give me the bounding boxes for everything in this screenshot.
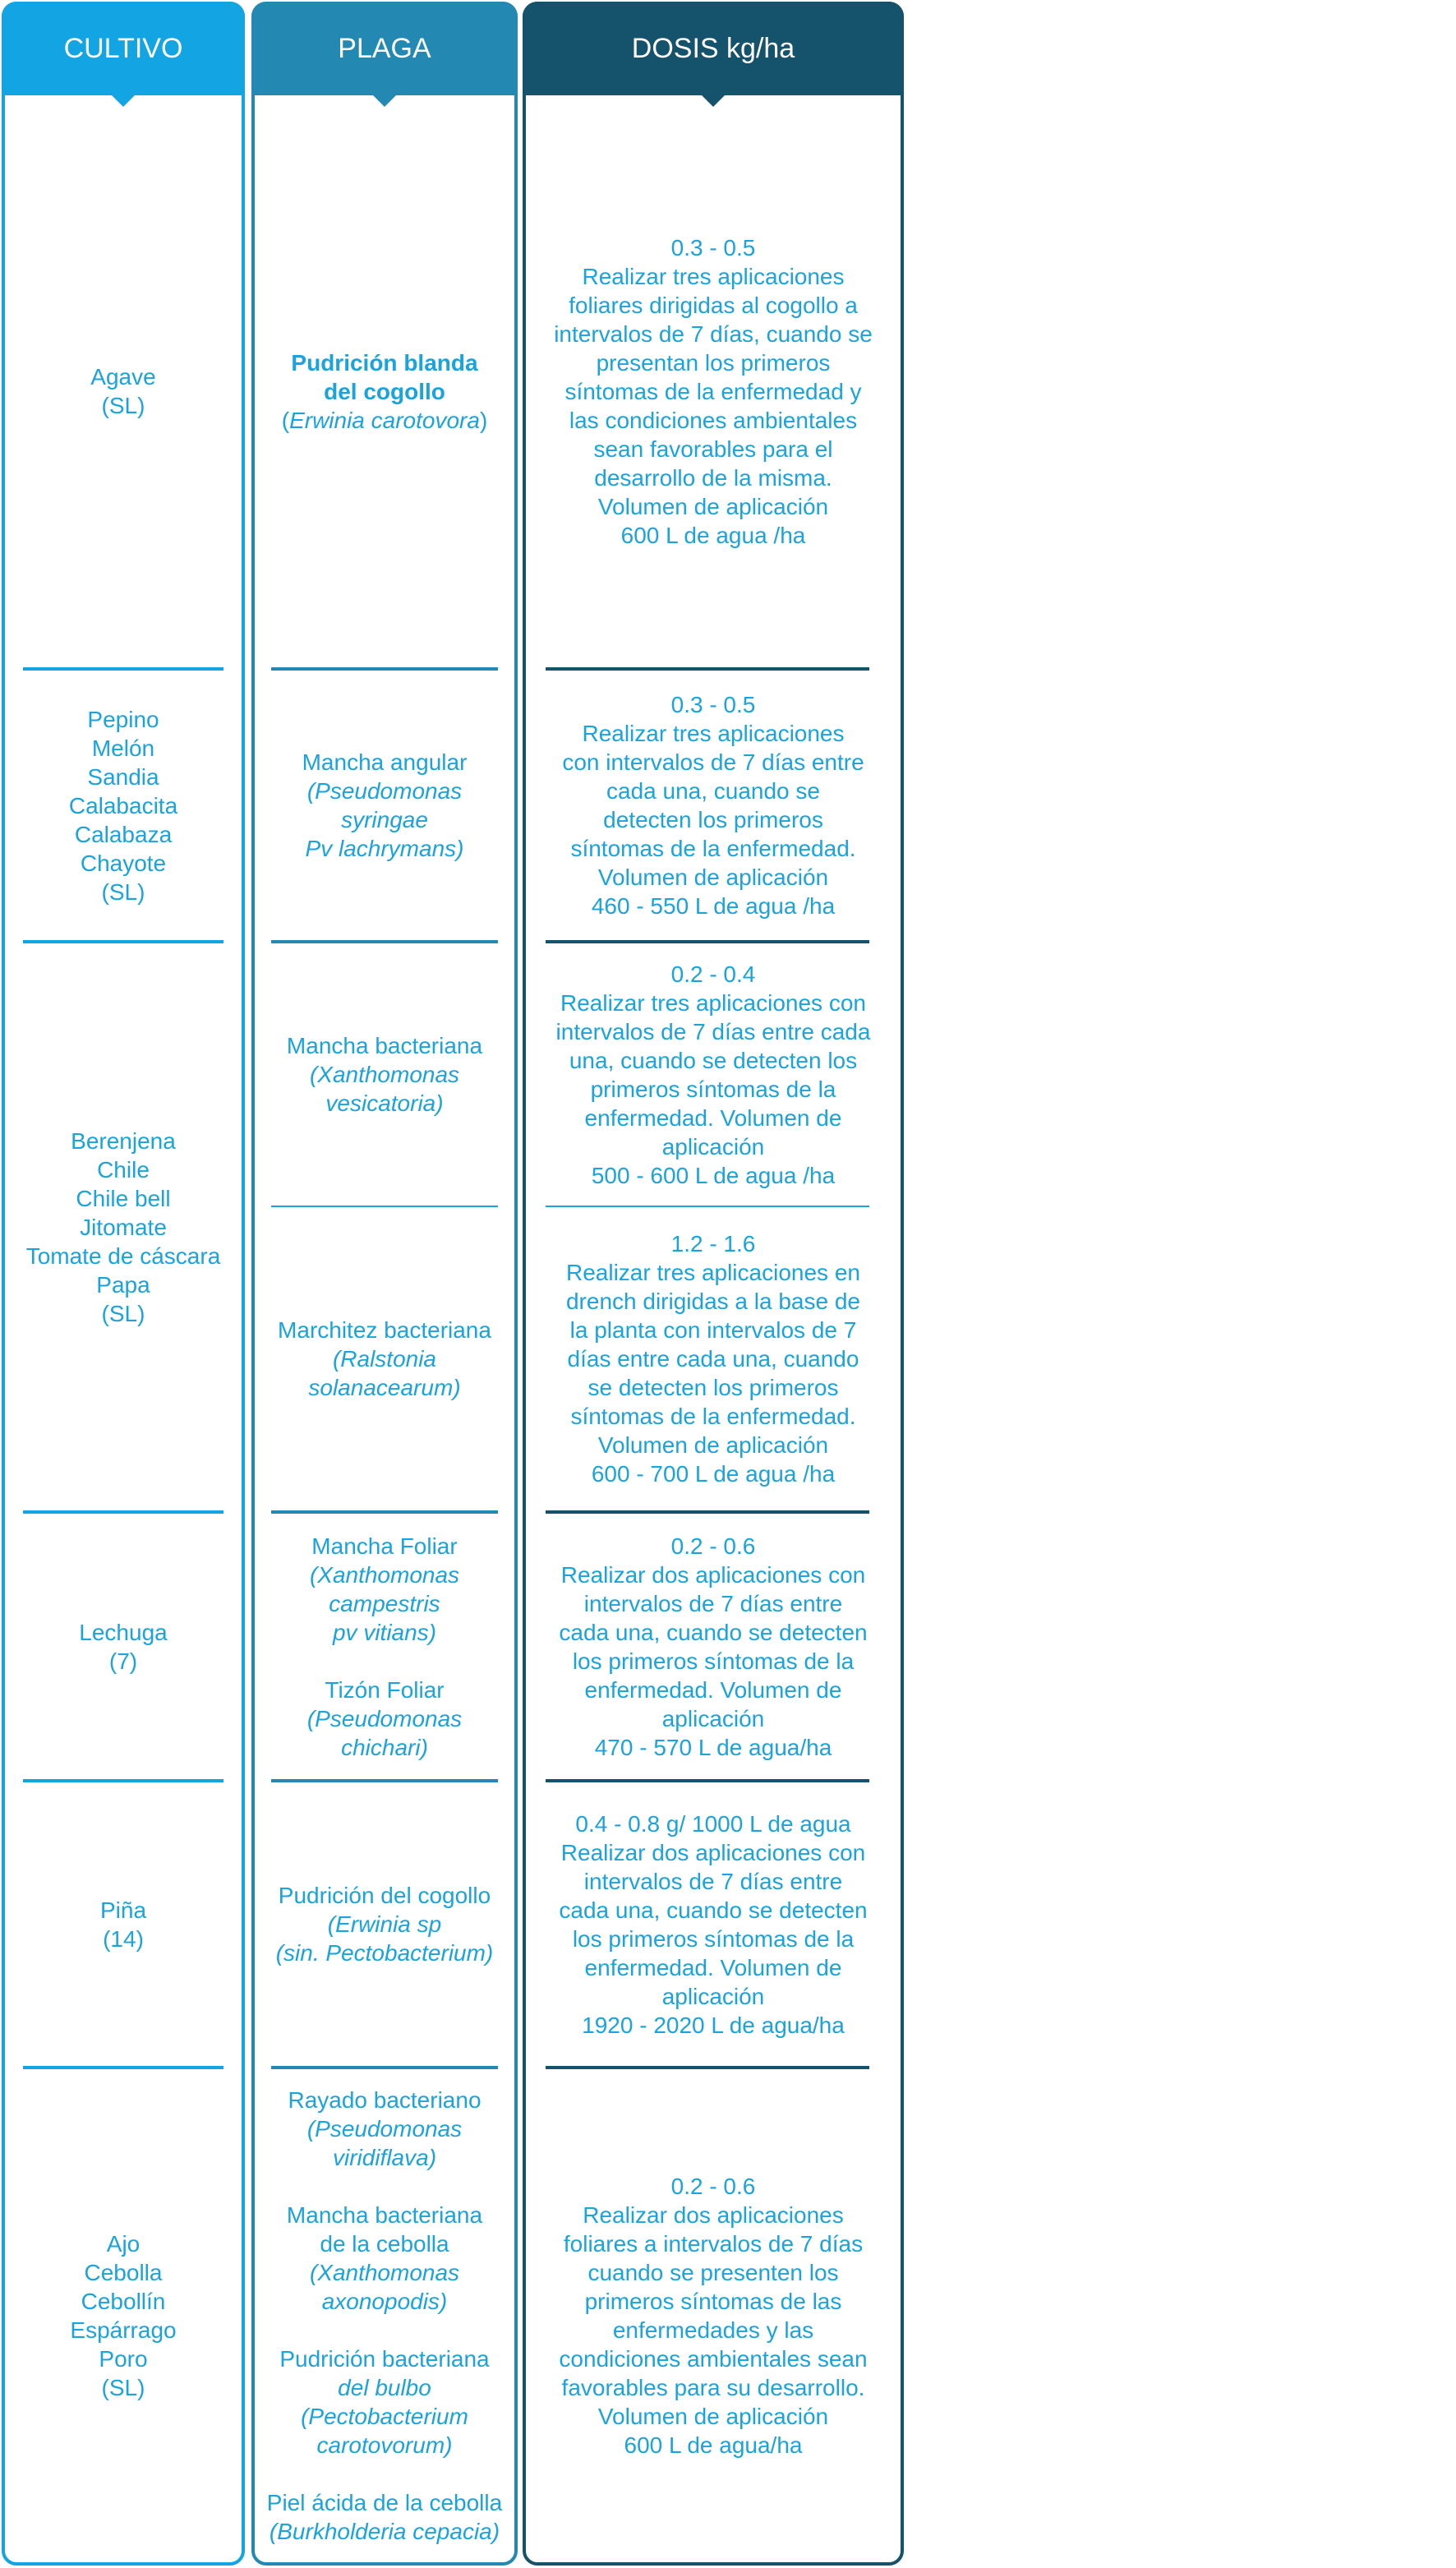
plaga-cell [256, 2069, 513, 2562]
header-dosis-pointer [700, 94, 726, 107]
plaga-name: Marchitez bacteriana [278, 1317, 491, 1343]
plaga-name: Mancha Foliar [311, 1533, 458, 1559]
plaga-name: Mancha bacteriana de la cebolla [286, 2202, 483, 2257]
plaga-sci: (Burkholderia cepacia) [269, 2519, 500, 2544]
plaga-sci: (Pseudomonas chichari) [306, 1705, 463, 1760]
plaga-cell [256, 1207, 513, 1510]
dosis-cell: 0.2 - 0.6 Realizar dos aplicaciones con intervalos de 7 días entre cada una, cuando se detecten los primeros síntomas de la enfermedad. Volumen de aplicación 470 - 570 L de agua/ha [559, 1533, 868, 1760]
plaga-sci: (Xanthomonas vesicatoria) [309, 1062, 460, 1116]
plaga-sci: (Xanthomonas campestris pv vitians) [309, 1561, 460, 1645]
plaga-sci-wrapper: (Erwinia carotovora) [281, 407, 488, 433]
plaga-name: Pudrición del cogollo [278, 1883, 491, 1908]
dosis-cell: 0.2 - 0.6 Realizar dos aplicaciones foliares a intervalos de 7 días cuando se presenten los primeros síntomas de las enfermedades y las condiciones ambientales sean favorables para su desarrollo. Volumen de aplicación 600 L de agua/ha [559, 2174, 868, 2458]
plaga-cell [256, 1782, 513, 2066]
plaga-sci: (Pseudomonas syringae Pv lachrymans) [305, 778, 464, 861]
dosis-cell: 0.3 - 0.5 Realizar tres aplicaciones con intervalos de 7 días entre cada una, cuando se detecten los primeros síntomas de la enfermedad. Volumen de aplicación 460 - 550 L de agua /ha [562, 692, 864, 919]
cultivo-cell: Lechuga (7) [79, 1619, 168, 1674]
header-cultivo-pointer [110, 94, 136, 107]
header-cultivo: CULTIVO [2, 2, 245, 95]
plaga-name: Rayado bacteriano [288, 2087, 481, 2113]
cultivo-cell: Ajo Cebolla Cebollín Espárrago Poro (SL) [70, 2231, 177, 2400]
plaga-cell [256, 943, 513, 1206]
plaga-name: Mancha angular [302, 749, 468, 775]
plaga-name: Pudrición bacteriana [279, 2346, 490, 2372]
dosis-cell: 1.2 - 1.6 Realizar tres aplicaciones en drench dirigidas a la base de la planta con intervalos de 7 días entre cada una, cuando se detecten los primeros síntomas de la enfermedad. Volumen de aplicación 600 - 700 L de agua /ha [565, 1231, 860, 1487]
dosis-cell: 0.2 - 0.4 Realizar tres aplicaciones con intervalos de 7 días entre cada una, cuando se detecten los primeros síntomas de la enfermedad. Volumen de aplicación 500 - 600 L de agua /ha [555, 961, 871, 1188]
plaga-sci: (Erwinia sp (sin. Pectobacterium) [275, 1911, 494, 1966]
plaga-cell [256, 115, 513, 667]
plaga-sci: del bulbo (Pectobacterium carotovorum) [301, 2375, 468, 2458]
plaga-name: Piel ácida de la cebolla [266, 2490, 503, 2515]
header-dosis: DOSIS kg/ha [523, 2, 904, 95]
cultivo-cell: Pepino Melón Sandia Calabacita Calabaza Chayote (SL) [68, 706, 178, 905]
header-plaga-pointer [371, 94, 398, 107]
plaga-sci: Erwinia carotovora [289, 407, 480, 433]
plaga-sci: (Pseudomonas viridiflava) [306, 2116, 463, 2170]
plaga-sci: (Ralstonia solanacearum) [308, 1346, 461, 1400]
plaga-cell [256, 1514, 513, 1779]
plaga-sci: (Xanthomonas axonopodis) [309, 2260, 460, 2314]
cultivo-cell: Berenjena Chile Chile bell Jitomate Tomate de cáscara Papa (SL) [25, 1127, 221, 1326]
dosis-cell: 0.4 - 0.8 g/ 1000 L de agua Realizar dos aplicaciones con intervalos de 7 días entre cada una, cuando se detecten los primeros síntomas de la enfermedad. Volumen de aplicación 1920 - 2020 L de agua/ha [559, 1810, 868, 2038]
cultivo-cell: Piña (14) [99, 1897, 147, 1952]
header-plaga: PLAGA [251, 2, 518, 95]
plaga-name: Tizón Foliar [325, 1676, 445, 1703]
cultivo-cell: Agave (SL) [90, 364, 156, 418]
plaga-name: Pudrición blanda del cogollo [291, 349, 478, 404]
plaga-name: Mancha bacteriana [286, 1033, 483, 1058]
plaga-cell [256, 671, 513, 940]
dosis-cell: 0.3 - 0.5 Realizar tres aplicaciones foliares dirigidas al cogollo a intervalos de 7 días, cuando se presentan los primeros síntomas de la enfermedad y las condiciones ambientales sean favorables para el desarrollo de la misma. Volumen de aplicación 600 L de agua /ha [554, 234, 873, 548]
